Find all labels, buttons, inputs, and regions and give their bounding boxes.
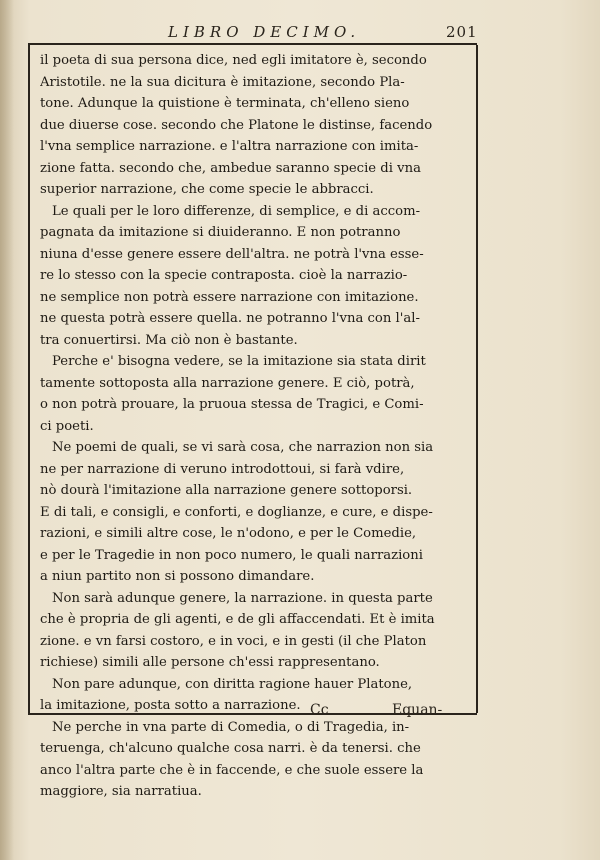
text-line: Aristotile. ne la sua dicitura è imitazione, secondo Pla- <box>40 74 405 90</box>
text-line: il poeta di sua persona dice, ned egli imitatore è, secondo <box>40 53 427 68</box>
text-line: ci poeti. <box>40 418 94 434</box>
body-text <box>40 50 470 803</box>
text-line: teruenga, ch'alcuno qualche cosa narri. è da tenersi. che <box>40 741 421 756</box>
running-head: LIBRO DECIMO. <box>168 23 361 41</box>
text-line: ne semplice non potrà essere narrazione con imitazione. <box>40 289 419 305</box>
text-line: zione. e vn farsi costoro, e in voci, e in gesti (il che Platon <box>40 633 427 649</box>
text-line: richiese) simili alle persone ch'essi rappresentano. <box>40 655 380 670</box>
text-line: a niun partito non si possono dimandare. <box>40 569 315 584</box>
text-line: Le quali per le loro differenze, di semplice, e di accom- <box>52 203 421 219</box>
text-line: E di tali, e consigli, e conforti, e doglianze, e cure, e dispe- <box>40 504 433 520</box>
text-line: pagnata da imitazione si diuideranno. E non potranno <box>40 225 401 240</box>
gutter-shadow <box>0 0 14 860</box>
text-line: razioni, e simili altre cose, le n'odono, e per le Comedie, <box>40 526 417 541</box>
text-line: Ne poemi de quali, se vi sarà cosa, che narrazion non sia <box>52 440 434 455</box>
text-line: due diuerse cose. secondo che Platone le distinse, facendo <box>40 117 433 133</box>
text-line: Ne perche in vna parte di Comedia, o di Tragedia, in- <box>52 719 410 735</box>
text-line: Non pare adunque, con diritta ragione hauer Platone, <box>52 676 413 692</box>
text-line: tra conuertirsi. Ma ciò non è bastante. <box>40 332 298 348</box>
text-line: superior narrazione, che come specie le abbracci. <box>40 182 374 197</box>
text-line: anco l'altra parte che è in faccende, e che suole essere la <box>40 762 424 778</box>
text-line: niuna d'esse genere essere dell'altra. ne potrà l'vna esse- <box>40 246 424 262</box>
text-line: che è propria de gli agenti, e de gli affaccendati. Et è imita <box>40 612 435 627</box>
text-line: ne questa potrà essere quella. ne potranno l'vna con l'al- <box>40 311 420 326</box>
text-line: zione fatta. secondo che, ambedue saranno specie di vna <box>40 160 421 176</box>
text-line: nò dourà l'imitazione alla narrazione genere sottoporsi. <box>40 483 413 498</box>
text-line: Non sarà adunque genere, la narrazione. in questa parte <box>52 590 433 606</box>
text-line: l'vna semplice narrazione. e l'altra narrazione con imita- <box>40 139 419 154</box>
text-line: o non potrà prouare, la pruoua stessa de Tragici, e Comi- <box>40 397 424 412</box>
signature-mark: Cc <box>310 702 329 718</box>
text-line: la imitazione, posta sotto a narrazione. <box>40 698 301 713</box>
text-line: maggiore, sia narratiua. <box>40 784 202 799</box>
text-line: tone. Adunque la quistione è terminata, ch'elleno sieno <box>40 96 410 111</box>
catchword: Equan- <box>392 702 443 718</box>
text-line: e per le Tragedie in non poco numero, le quali narrazioni <box>40 547 423 563</box>
text-line: tamente sottoposta alla narrazione genere. E ciò, potrà, <box>40 375 415 391</box>
text-line: ne per narrazione di veruno introdottoui, si farà vdire, <box>40 461 405 477</box>
text-line: re lo stesso con la specie contraposta. cioè la narrazio- <box>40 268 408 283</box>
page-number: 201 <box>446 23 478 41</box>
text-line: Perche e' bisogna vedere, se la imitazione sia stata dirit <box>52 354 426 369</box>
